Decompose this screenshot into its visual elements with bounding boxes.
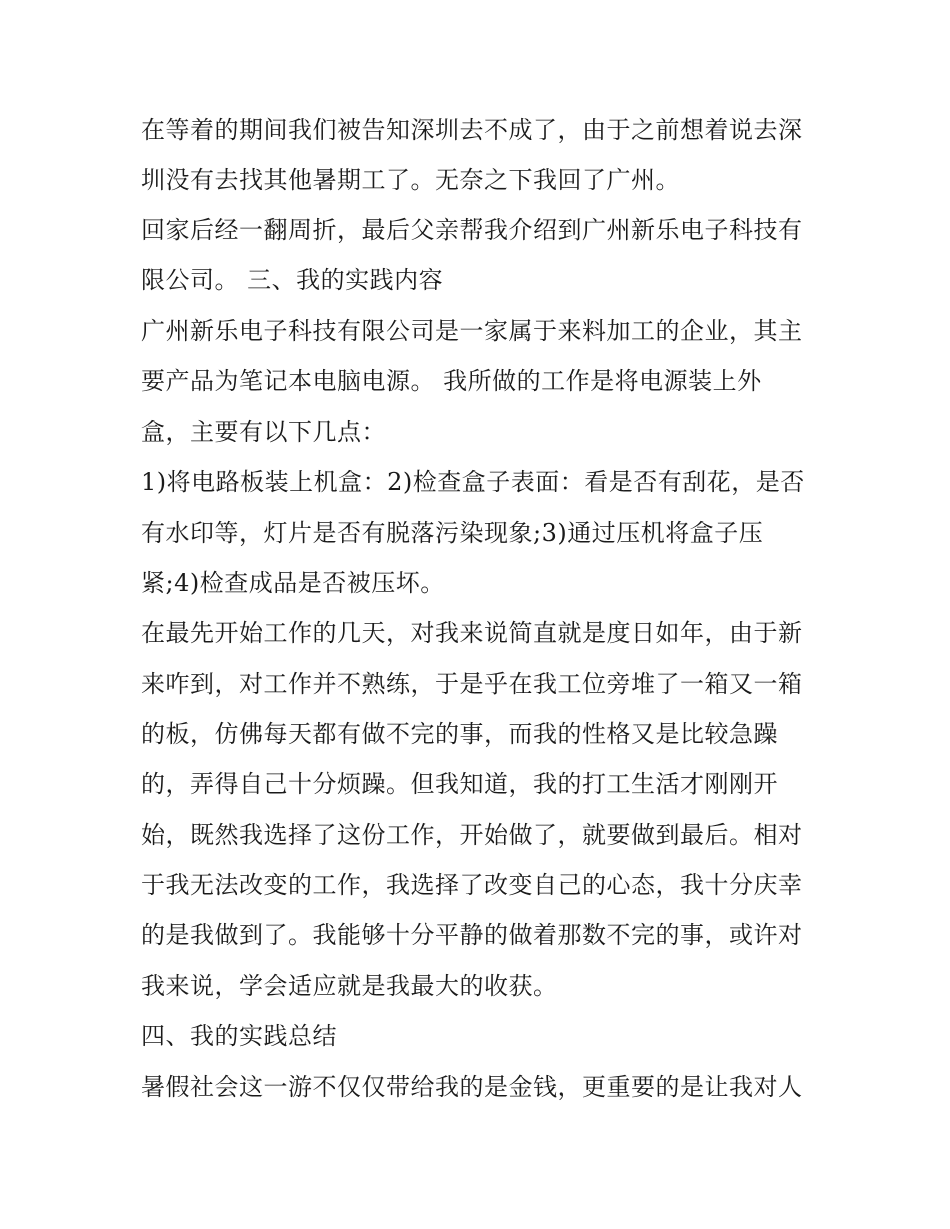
text-line: 的是我做到了。我能够十分平静的做着那数不完的事，或许对 — [141, 921, 803, 949]
text-line: 我来说，学会适应就是我最大的收获。 — [141, 972, 558, 1000]
text-line: 在等着的期间我们被告知深圳去不成了，由于之前想着说去深 — [141, 116, 803, 144]
text-line: 广州新乐电子科技有限公司是一家属于来料加工的企业，其主 — [141, 317, 803, 345]
text-line: 有水印等，灯片是否有脱落污染现象;3)通过压机将盒子压 — [141, 519, 764, 547]
text-line: 的板，仿佛每天都有做不完的事，而我的性格又是比较急躁 — [141, 720, 778, 748]
text-line: 紧;4)检查成品是否被压坏。 — [141, 569, 445, 597]
text-line: 盒，主要有以下几点： — [141, 418, 386, 446]
text-line: 限公司。 三、我的实践内容 — [141, 266, 444, 294]
text-line: 始，既然我选择了这份工作，开始做了，就要做到最后。相对 — [141, 821, 803, 849]
text-line: 在最先开始工作的几天，对我来说简直就是度日如年，由于新 — [141, 619, 803, 647]
text-line: 回家后经一翻周折，最后父亲帮我介绍到广州新乐电子科技有 — [141, 216, 803, 244]
text-line: 来咋到，对工作并不熟练，于是乎在我工位旁堆了一箱又一箱 — [141, 670, 803, 698]
text-line: 1)将电路板装上机盒：2)检查盒子表面：看是否有刮花，是否 — [141, 468, 805, 496]
section-heading: 四、我的实践总结 — [141, 1022, 337, 1050]
text-line: 圳没有去找其他暑期工了。无奈之下我回了广州。 — [141, 166, 680, 194]
text-line: 于我无法改变的工作，我选择了改变自己的心态，我十分庆幸 — [141, 871, 803, 899]
text-line: 要产品为笔记本电脑电源。 我所做的工作是将电源装上外 — [141, 367, 762, 395]
text-line: 暑假社会这一游不仅仅带给我的是金钱，更重要的是让我对人 — [141, 1073, 803, 1101]
text-line: 的，弄得自己十分烦躁。但我知道，我的打工生活才刚刚开 — [141, 770, 778, 798]
